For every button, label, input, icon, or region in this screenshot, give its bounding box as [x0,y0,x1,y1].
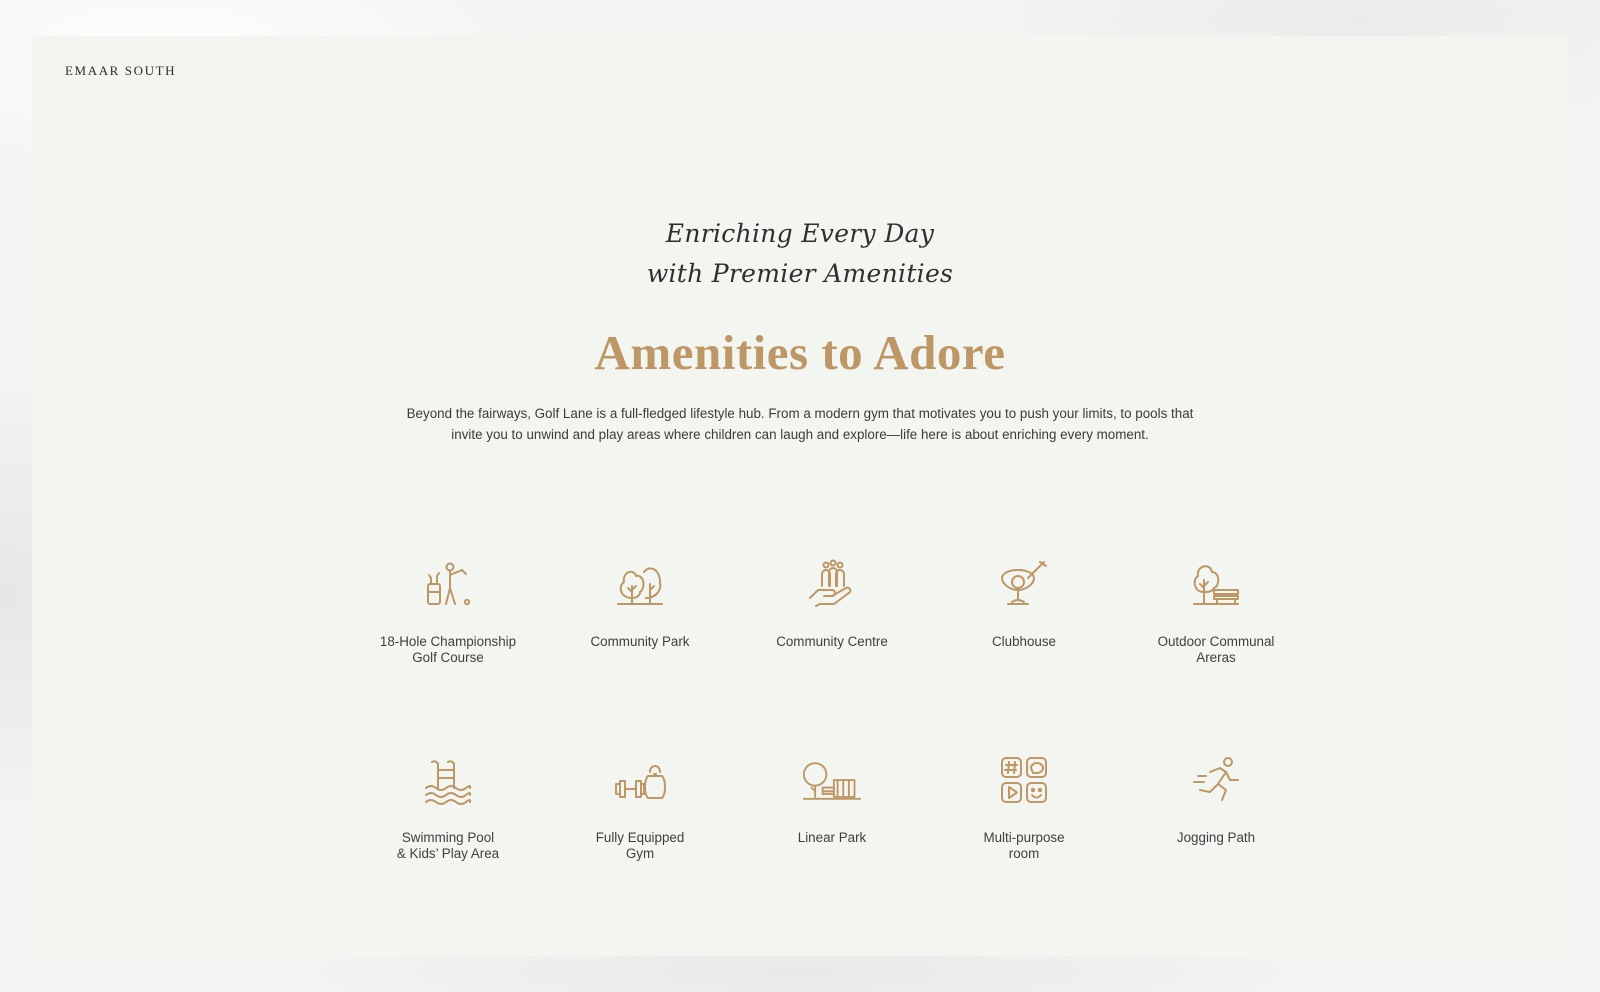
script-tagline [32,214,1568,294]
amenity-label: Community Centre [776,634,888,649]
amenity-multipurpose-room [928,752,1120,948]
amenity-label: Fully Equipped Gym [595,830,685,861]
multipurpose-grid-icon [994,752,1054,808]
script-line-1: Enriching Every Day [665,219,935,248]
amenity-label: Jogging Path [1176,830,1256,845]
park-trees-icon [610,556,670,612]
golf-ball-tee-icon [994,556,1054,612]
dumbbell-kettlebell-icon [610,752,670,808]
amenity-label: Clubhouse [991,634,1057,649]
pool-ladder-icon [418,752,478,808]
content-panel [32,36,1568,956]
amenity-label: Swimming Pool & Kids’ Play Area [396,830,500,861]
brand-logo[interactable]: EMAAR SOUTH [65,63,177,78]
amenity-community-park [544,556,736,752]
amenity-community-centre [736,556,928,752]
amenity-label: Linear Park [797,830,867,845]
amenities-grid [352,556,1312,948]
amenity-label: Multi-purpose room [983,830,1065,861]
amenity-label: Community Park [590,634,690,649]
intro-paragraph [392,404,1208,445]
intro-line-1: Beyond the fairways, Golf Lane is a full-fledged lifestyle hub. From a modern gym that motivates you to push your limits, to pools [406,406,1168,421]
community-hand-icon [802,556,862,612]
amenity-jogging-path [1120,752,1312,948]
linear-park-icon [802,752,862,808]
script-line-2: with Premier Amenities [646,259,954,288]
amenity-golf-course [352,556,544,752]
amenity-clubhouse [928,556,1120,752]
intro-line-2: that invite you to unwind and play areas where children can laugh and explore—life here is about enriching every moment. [451,406,1194,442]
golf-course-icon [418,556,478,612]
amenity-label: 18-Hole Championship Golf Course [379,634,517,665]
amenity-gym [544,752,736,948]
runner-icon [1186,752,1246,808]
amenity-label: Outdoor Communal Areras [1157,634,1275,665]
tree-bench-icon [1186,556,1246,612]
amenity-swimming-pool [352,752,544,948]
amenity-linear-park [736,752,928,948]
amenity-outdoor-communal [1120,556,1312,752]
page-title: Amenities to Adore [594,325,1006,380]
